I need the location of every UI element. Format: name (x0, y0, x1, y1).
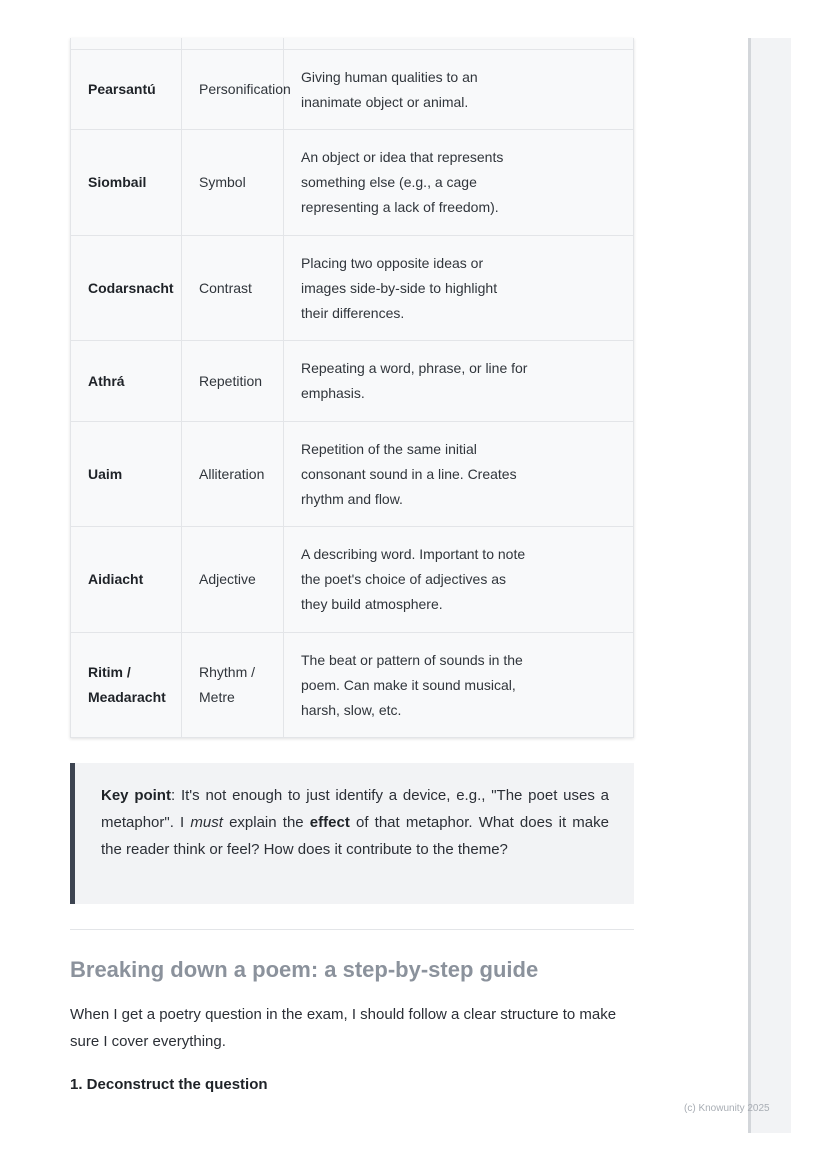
emphasis-text: must (190, 814, 223, 831)
poetic-devices-table (70, 38, 634, 738)
copyright-footer: (c) Knowunity 2025 (684, 1103, 770, 1114)
table-row (71, 236, 634, 341)
english-term: Symbol (182, 130, 284, 236)
term-description: A describing word. Important to note the poet's choice of adjectives as they build atmosphere. (284, 527, 634, 633)
devices-table-container (70, 38, 635, 738)
term-description: Repeating a word, phrase, or line for emphasis. (284, 341, 634, 422)
table-row (71, 341, 634, 422)
table-row (71, 633, 634, 738)
term-description: An object or idea that represents something else (e.g., a cage representing a lack of freedom). (284, 130, 634, 236)
term-description: Placing two opposite ideas or images side-by-side to highlight their differences. (284, 236, 634, 341)
term-description: Giving human qualities to an inanimate object or animal. (284, 50, 634, 130)
irish-term: Uaim (71, 422, 182, 527)
english-term: Contrast (182, 236, 284, 341)
table-row (71, 527, 634, 633)
intro-paragraph: When I get a poetry question in the exam, I should follow a clear structure to make sure I cover everything. (70, 1006, 617, 1050)
irish-term: Athrá (71, 341, 182, 422)
english-term: Personification (182, 50, 284, 130)
irish-term: Ritim / Meadaracht (71, 633, 182, 738)
table-row (71, 50, 634, 130)
irish-term: Pearsantú (71, 50, 182, 130)
table-row (71, 130, 634, 236)
key-point-label: Key point (101, 787, 171, 804)
irish-term: Aidiacht (71, 527, 182, 633)
irish-term: Codarsnacht (71, 236, 182, 341)
table-row-continuation (71, 38, 634, 50)
key-point-callout: Key point: It's not enough to just identify a device, e.g., "The poet uses a metaphor". I must explain the effect of that metaphor. What does it make the reader think or feel? How does it contribute to the theme? (70, 763, 634, 904)
strong-text: effect (309, 814, 350, 831)
irish-term: Siombail (71, 130, 182, 236)
english-term: Rhythm / Metre (182, 633, 284, 738)
english-term: Adjective (182, 527, 284, 633)
term-description: Repetition of the same initial consonant sound in a line. Creates rhythm and flow. (284, 422, 634, 527)
table-row (71, 422, 634, 527)
step-heading: 1. Deconstruct the question (70, 1076, 268, 1093)
term-description: The beat or pattern of sounds in the poem. Can make it sound musical, harsh, slow, etc. (284, 633, 634, 738)
english-term: Repetition (182, 341, 284, 422)
page-edge-bar (748, 38, 791, 1133)
section-divider (70, 929, 634, 930)
section-heading: Breaking down a poem: a step-by-step guide (70, 957, 539, 982)
english-term: Alliteration (182, 422, 284, 527)
